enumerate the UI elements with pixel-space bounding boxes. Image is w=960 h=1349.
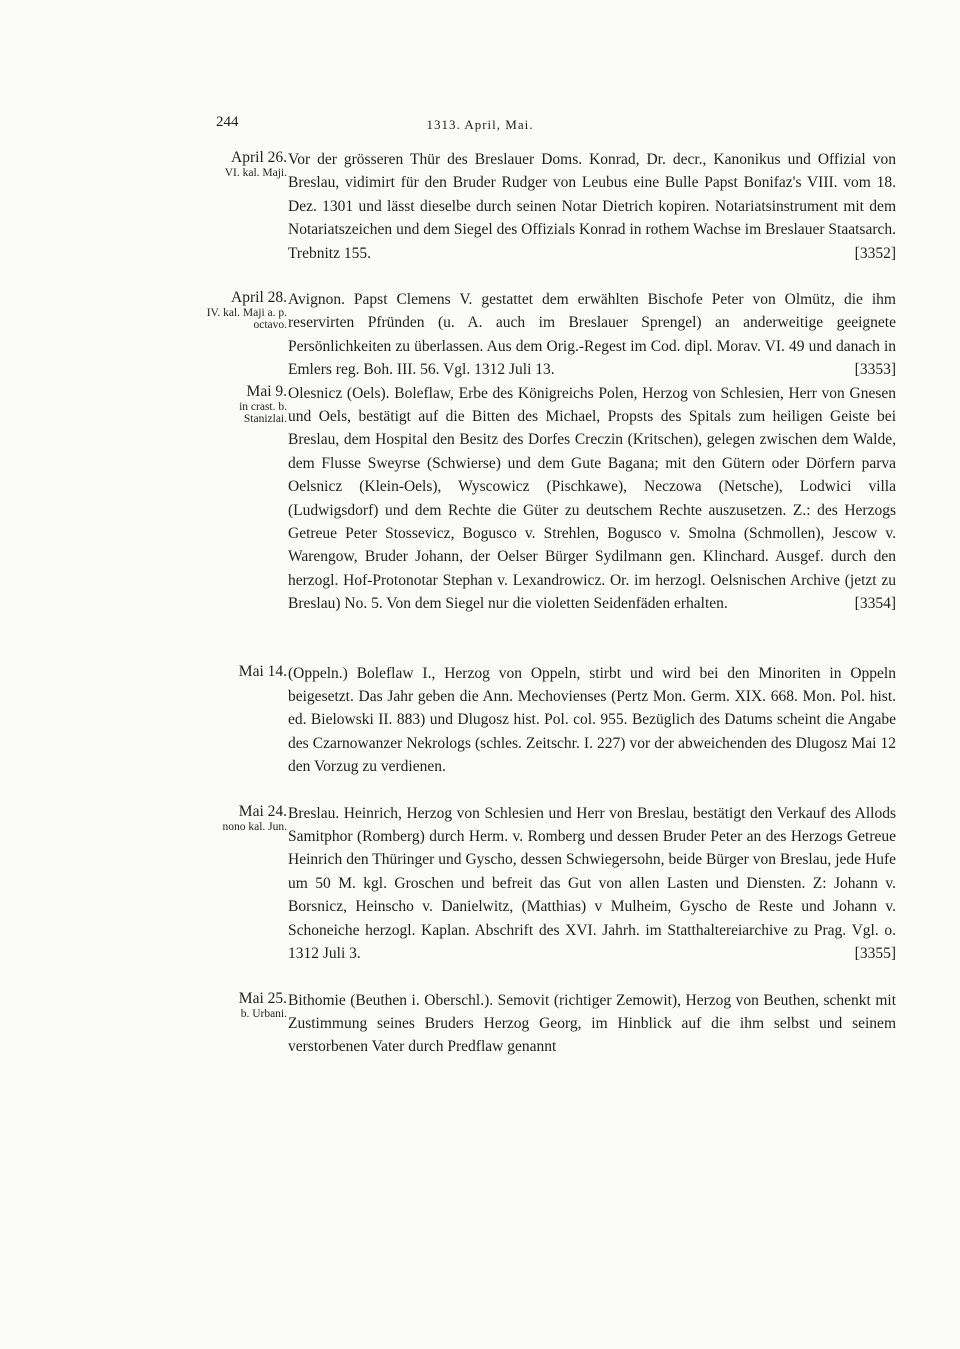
entry-3353 (0, 288, 960, 382)
date-label: Mai 24. (238, 802, 287, 820)
entry-text (288, 148, 896, 265)
date-label: April 28. (231, 289, 287, 306)
date-label: April 26. (231, 149, 287, 166)
entry-date (205, 802, 287, 833)
document-number: [3354] (854, 595, 896, 613)
feast-day: IV. kal. Maji a. p. octavo. (206, 307, 287, 331)
page-number: 244 (216, 114, 239, 130)
feast-day: VI. kal. Maji. (224, 167, 287, 179)
document-number: [3353] (854, 361, 896, 379)
running-head: 1313. April, Mai. (426, 117, 534, 132)
entry-text (288, 802, 896, 966)
feast-day: in crast. b. Stanizlai. (239, 400, 287, 425)
date-label: Mai 25. (238, 989, 287, 1007)
entry-date (205, 148, 287, 179)
entry-paragraph: Vor der grösseren Thür des Breslauer Doms. Konrad, Dr. decr., Kanonikus und Offizial von Breslau, vidimirt für den Bruder Rudger von Leubus eine Bulle Papst Bonifaz's VIII. vom 18. Dez. 1301 und lässt dieselbe durch seinen Notar Dietrich kopiren. Notariatsinstrument mit dem Notariatszeichen und dem Siegel des Offizials Konrad in rothem Wachse im Breslauer Staatsarch. Trebnitz 155. (288, 151, 896, 262)
entry-text (288, 382, 896, 616)
entry-date (205, 288, 287, 331)
entry-3354 (0, 382, 960, 662)
entry-paragraph: Bithomie (Beuthen i. Oberschl.). Semovit (richtiger Zemowit), Herzog von Beuthen, schenkt mit Zustimmung seines Bruders Herzog Georg, im Hinblick auf die ihm selbst und seinem verstorbenen Vater durch Predflaw genannt (288, 991, 896, 1056)
entry-text (288, 662, 896, 779)
entry-text (288, 288, 896, 382)
entry-mai-25 (0, 989, 960, 1059)
document-number: [3352] (854, 244, 896, 262)
entry-mai-14 (0, 662, 960, 802)
entry-text (288, 989, 896, 1059)
entry-date (205, 989, 287, 1020)
feast-day: b. Urbani. (240, 1007, 287, 1020)
entry-paragraph: Olesnicz (Oels). Boleflaw, Erbe des Königreichs Polen, Herzog von Schlesien, Herr von Gnesen und Oels, bestätigt auf die Bitten des Michael, Propsts des Spitals zum heiligen Geiste bei Breslau, dem Hospital den Besitz des Dorfes Creczin (Kritschen), gelegen zwischen dem Walde, dem Flusse Sweyrse (Schwierse) und dem Gute Bagana; mit den Gütern oder Dörfern parva Oelsnicz (Klein-Oels), Wyscowicz (Pischkawe), Neczowa (Netsche), Lodwici villa (Ludwigsdorf) und dem Rechte die Güter zu deutschem Rechte auszusetzen. Z.: des Herzogs Getreue Peter Stossevicz, Bogusco v. Strehlen, Bogusco v. Smolna (Schmollen), Jescow v. Warengow, Bruder Johann, der Oelser Bürger Sydilmann gen. Klinchard. Ausgef. durch den herzogl. Hof-Protonotar Stephan v. Lexandrowicz. Or. im herzogl. Oelsnischen Archive (jetzt zu Breslau) No. 5. Von dem Siegel nur die violetten Seidenfäden erhalten. (288, 384, 896, 613)
entry-3352 (0, 148, 960, 288)
date-label: Mai 9. (246, 382, 287, 400)
entry-paragraph: (Oppeln.) Boleflaw I., Herzog von Oppeln, stirbt und wird bei den Minoriten in Oppeln beigesetzt. Das Jahr geben die Ann. Mechovienses (Pertz Mon. Germ. XIX. 668. Mon. Pol. hist. ed. Bielowski II. 883) und Dlugosz hist. Pol. col. 955. Bezüglich des Datums scheint die Angabe des Czarnowanzer Nekrologs (schles. Zeitschr. I. 227) vor der abweichenden des Dlugosz Mai 12 den Vorzug zu verdienen. (288, 664, 896, 776)
entry-date (205, 382, 287, 425)
date-label: Mai 14. (238, 662, 287, 680)
entry-3355 (0, 802, 960, 989)
document-body (0, 148, 960, 1059)
feast-day: nono kal. Jun. (222, 820, 287, 833)
entry-paragraph: Breslau. Heinrich, Herzog von Schlesien und Herr von Breslau, bestätigt den Verkauf des Allods Samitphor (Romberg) durch Herm. v. Romberg und dessen Bruder Peter an des Herzogs Getreue Heinrich den Thüringer und Gyscho, dessen Schwiegersohn, beide Bürger von Breslau, jede Hufe um 50 M. kgl. Groschen und befreit das Gut von allen Lasten und Diensten. Z: Johann v. Borsnicz, Heinscho v. Danielwitz, (Matthias) v Mulheim, Gyscho de Reste und Johann v. Schoneiche herzogl. Kaplan. Abschrift des XVI. Jahrh. im Statthaltereiarchive zu Prag. Vgl. o. 1312 Juli 3. (288, 804, 896, 963)
entry-date (205, 662, 287, 681)
document-number: [3355] (854, 945, 896, 963)
entry-paragraph: Avignon. Papst Clemens V. gestattet dem erwählten Bischofe Peter von Olmütz, die ihm reservirten Pfründen (u. A. auch im Breslauer Sprengel) an anderweitige geeignete Persönlichkeiten zu überlassen. Aus dem Orig.-Regest im Cod. dipl. Morav. VI. 49 und danach in Emlers reg. Boh. III. 56. Vgl. 1312 Juli 13. (288, 291, 896, 379)
